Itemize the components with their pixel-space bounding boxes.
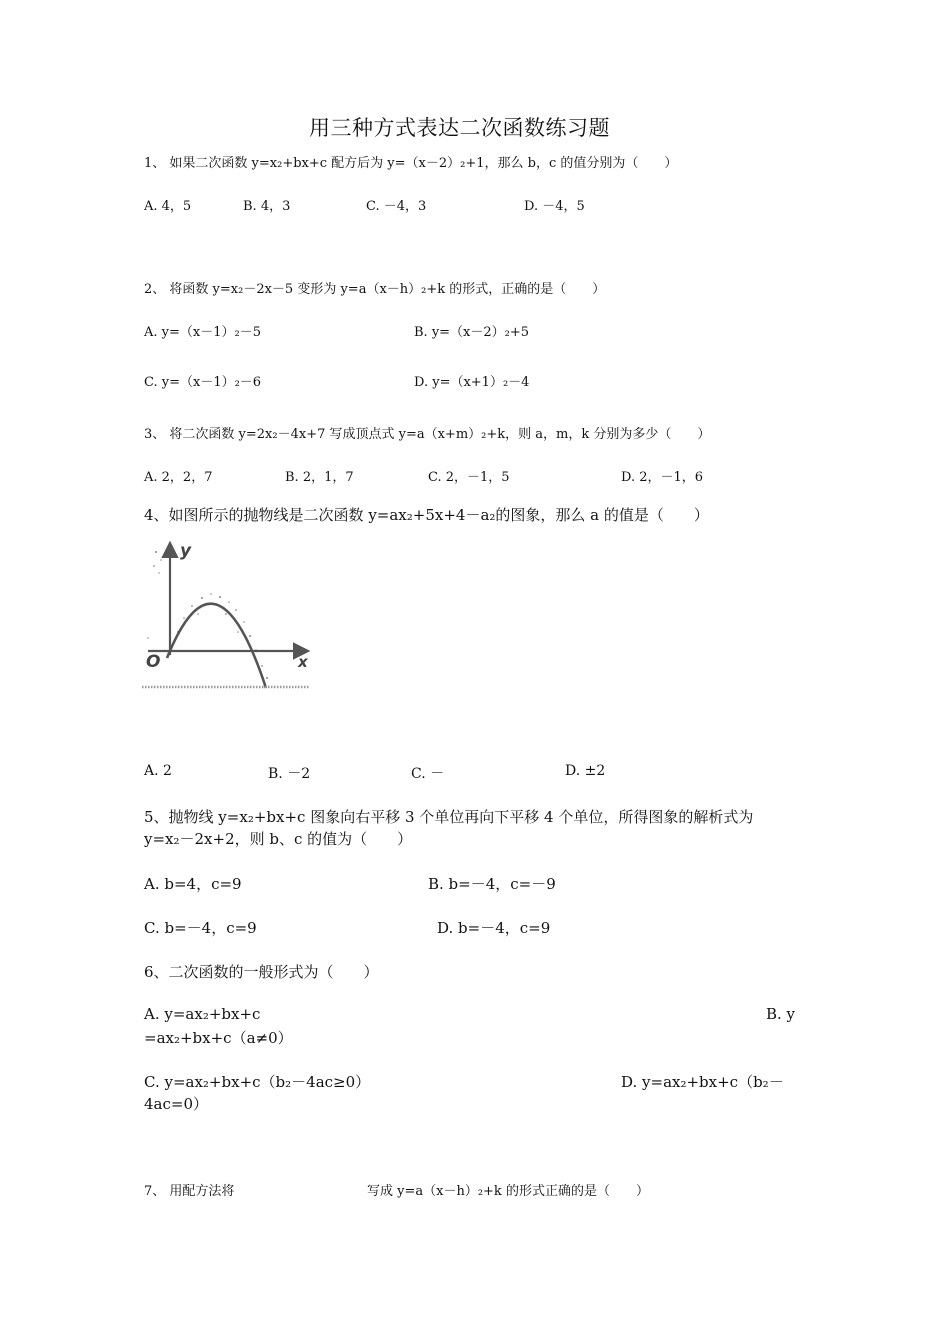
- question-1-stem: 1、 如果二次函数 y=x₂+bx+c 配方后为 y=（x－2）₂+1，那么 b，c 的值分别为（ ）: [144, 156, 678, 171]
- question-3-option-b: B. 2，1，7: [285, 470, 354, 485]
- graph-speckles: [147, 551, 268, 679]
- question-6-option-d-line-1: D. y=ax₂+bx+c（b₂－: [621, 1073, 784, 1091]
- question-5-option-c: C. b=－4，c=9: [144, 919, 257, 937]
- question-4-stem: 4、如图所示的抛物线是二次函数 y=ax₂+5x+4－a₂的图象，那么 a 的值是（ ）: [144, 506, 709, 524]
- question-5-option-a: A. b=4，c=9: [144, 875, 242, 893]
- question-5-stem-line-1: 5、抛物线 y=x₂+bx+c 图象向右平移 3 个单位再向下平移 4 个单位，所得图象的解析式为: [144, 808, 754, 826]
- question-1-option-d: D. －4，5: [524, 199, 585, 214]
- question-2-stem: 2、 将函数 y=x₂－2x－5 变形为 y=a（x－h）₂+k 的形式，正确的是（ ）: [144, 282, 606, 297]
- question-5-stem-line-2: y=x₂－2x+2，则 b、c 的值为（ ）: [144, 830, 413, 848]
- question-3-option-d: D. 2，－1，6: [621, 470, 704, 485]
- question-4-option-b: B. －2: [268, 766, 311, 782]
- origin-label: O: [146, 652, 161, 672]
- question-4-option-c: C. －: [411, 766, 445, 782]
- question-6-option-d-line-2: 4ac=0）: [144, 1095, 208, 1113]
- question-6-option-a: A. y=ax₂+bx+c: [144, 1005, 261, 1023]
- question-2-option-c: C. y=（x－1）₂－6: [144, 375, 262, 390]
- question-6-option-b-line-1: B. y: [766, 1005, 796, 1023]
- question-1-option-b: B. 4，3: [243, 199, 291, 214]
- question-6-option-c: C. y=ax₂+bx+c（b₂－4ac≥0）: [144, 1073, 371, 1091]
- question-7-stem-left: 7、 用配方法将: [144, 1184, 235, 1199]
- question-6-stem: 6、二次函数的一般形式为（ ）: [144, 963, 379, 981]
- question-6-option-b-line-2: =ax₂+bx+c（a≠0）: [144, 1029, 293, 1047]
- question-7-stem-right: 写成 y=a（x－h）₂+k 的形式正确的是（ ）: [367, 1184, 649, 1199]
- question-4-option-a: A. 2: [144, 763, 172, 779]
- question-3-stem: 3、 将二次函数 y=2x₂－4x+7 写成顶点式 y=a（x+m）₂+k，则 a，m，k 分别为多少（ ）: [144, 427, 711, 442]
- question-2-option-b: B. y=（x－2）₂+5: [414, 325, 530, 340]
- y-axis-label: y: [180, 541, 192, 561]
- parabola-graph: [140, 540, 320, 695]
- question-5-option-d: D. b=－4，c=9: [437, 919, 551, 937]
- parabola-curve: [167, 604, 266, 688]
- question-3-option-c: C. 2，－1，5: [428, 470, 510, 485]
- question-5-option-b: B. b=－4，c=－9: [428, 875, 556, 893]
- question-1-option-c: C. －4，3: [366, 199, 427, 214]
- question-2-option-a: A. y=（x－1）₂－5: [144, 325, 261, 340]
- page-title: 用三种方式表达二次函数练习题: [309, 116, 610, 140]
- question-3-option-a: A. 2，2，7: [144, 470, 213, 485]
- question-1-option-a: A. 4，5: [144, 199, 192, 214]
- question-2-option-d: D. y=（x+1）₂－4: [414, 375, 530, 390]
- question-4-option-d: D. ±2: [565, 763, 606, 779]
- x-axis-label: x: [298, 653, 308, 671]
